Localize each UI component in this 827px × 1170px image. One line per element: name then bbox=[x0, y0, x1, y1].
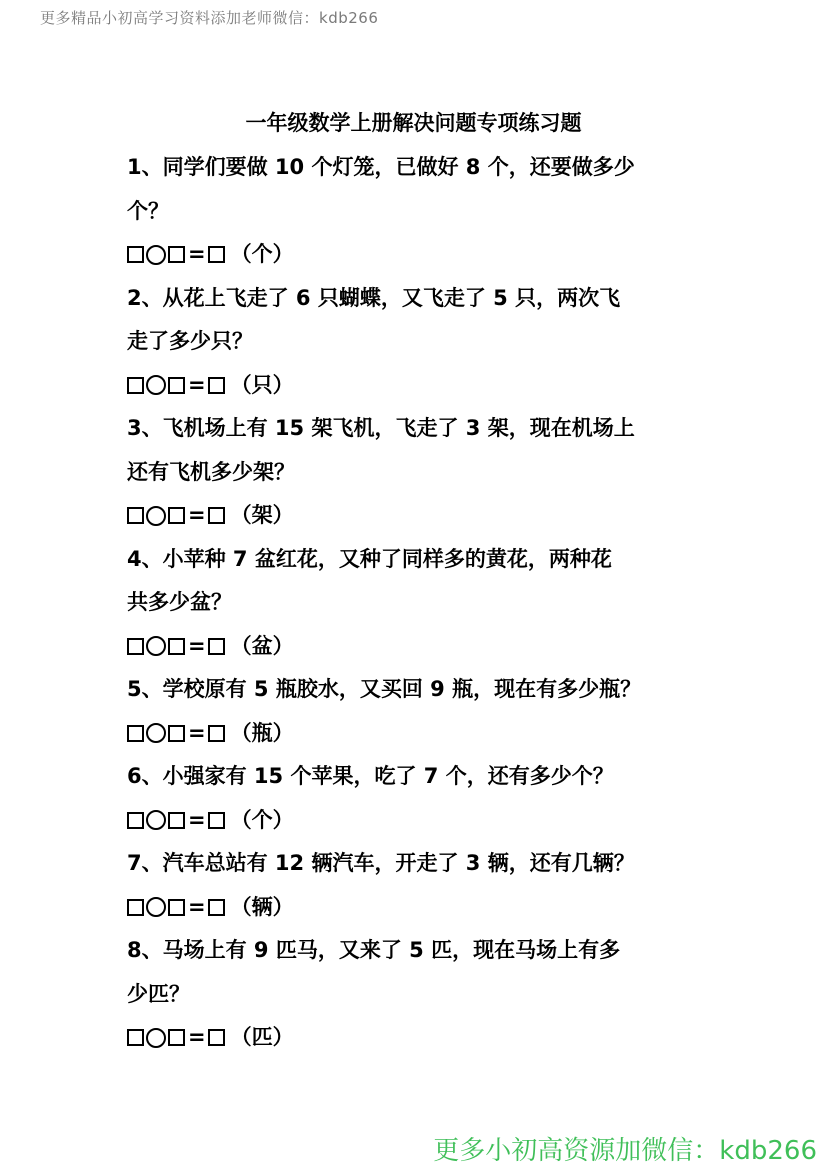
number-box bbox=[168, 246, 185, 263]
number-box bbox=[127, 246, 144, 263]
problem-text-line: 6、小强家有 15 个苹果，吃了 7 个，还有多少个？ bbox=[127, 764, 614, 788]
number-box bbox=[168, 507, 185, 524]
number-box bbox=[127, 812, 144, 829]
problem-text-line: 还有飞机多少架？ bbox=[127, 459, 295, 484]
problem-4 bbox=[127, 538, 717, 669]
operator-circle bbox=[146, 506, 166, 526]
operator-circle bbox=[146, 1028, 166, 1048]
number-box bbox=[168, 377, 185, 394]
number-box bbox=[127, 1029, 144, 1046]
number-box bbox=[168, 899, 185, 916]
equals-sign: = bbox=[188, 1025, 206, 1049]
answer-template bbox=[127, 625, 717, 669]
problem-list bbox=[127, 146, 717, 1060]
result-box bbox=[208, 377, 225, 394]
problem-text-line: 1、同学们要做 10 个灯笼，已做好 8 个，还要做多少 bbox=[127, 155, 635, 179]
problem-text-line: 少匹？ bbox=[127, 981, 190, 1006]
number-box bbox=[127, 507, 144, 524]
result-box bbox=[208, 638, 225, 655]
answer-template bbox=[127, 494, 717, 538]
answer-template bbox=[127, 886, 717, 930]
equals-sign: = bbox=[188, 503, 206, 527]
number-box bbox=[168, 638, 185, 655]
problem-text-line: 个？ bbox=[127, 198, 169, 223]
operator-circle bbox=[146, 810, 166, 830]
unit-label: （匹） bbox=[230, 1025, 294, 1049]
footer-note: 更多小初高资源加微信：kdb266 bbox=[433, 1136, 817, 1166]
unit-label: （辆） bbox=[230, 894, 294, 919]
equals-sign: = bbox=[188, 372, 206, 397]
result-box bbox=[208, 246, 225, 263]
result-box bbox=[208, 1029, 225, 1046]
answer-template bbox=[127, 364, 717, 408]
number-box bbox=[127, 638, 144, 655]
result-box bbox=[208, 899, 225, 916]
operator-circle bbox=[146, 636, 166, 656]
operator-circle bbox=[146, 897, 166, 917]
number-box bbox=[168, 812, 185, 829]
equals-sign: = bbox=[188, 633, 206, 658]
number-box bbox=[127, 899, 144, 916]
equals-sign: = bbox=[188, 720, 206, 745]
problem-text-line: 4、小苹种 7 盆红花，又种了同样多的黄花，两种花 bbox=[127, 546, 612, 571]
problem-1 bbox=[127, 146, 717, 277]
operator-circle bbox=[146, 375, 166, 395]
result-box bbox=[208, 812, 225, 829]
equals-sign: = bbox=[188, 807, 206, 832]
unit-label: （个） bbox=[230, 242, 294, 266]
problem-text-line: 共多少盆？ bbox=[127, 590, 232, 614]
problem-text-line: 5、学校原有 5 瓶胶水，又买回 9 瓶，现在有多少瓶？ bbox=[127, 677, 642, 701]
problem-7 bbox=[127, 842, 717, 929]
number-box bbox=[168, 1029, 185, 1046]
answer-template bbox=[127, 799, 717, 843]
problem-2 bbox=[127, 277, 717, 408]
problem-text-line: 8、马场上有 9 匹马，又来了 5 匹，现在马场上有多 bbox=[127, 938, 621, 962]
header-note: 更多精品小初高学习资料添加老师微信：kdb266 bbox=[40, 9, 379, 27]
operator-circle bbox=[146, 723, 166, 743]
problem-text-line: 3、飞机场上有 15 架飞机，飞走了 3 架，现在机场上 bbox=[127, 416, 635, 440]
problem-text-line: 7、汽车总站有 12 辆汽车，开走了 3 辆，还有几辆？ bbox=[127, 851, 635, 875]
number-box bbox=[127, 725, 144, 742]
result-box bbox=[208, 507, 225, 524]
unit-label: （架） bbox=[230, 503, 294, 527]
problem-8 bbox=[127, 929, 717, 1060]
operator-circle bbox=[146, 245, 166, 265]
equals-sign: = bbox=[188, 242, 206, 266]
result-box bbox=[208, 725, 225, 742]
problem-text-line: 2、从花上飞走了 6 只蝴蝶，又飞走了 5 只，两次飞 bbox=[127, 285, 621, 310]
problem-3 bbox=[127, 407, 717, 538]
answer-template bbox=[127, 712, 717, 756]
number-box bbox=[168, 725, 185, 742]
unit-label: （盆） bbox=[230, 633, 294, 658]
answer-template bbox=[127, 233, 717, 277]
problem-6 bbox=[127, 755, 717, 842]
answer-template bbox=[127, 1016, 717, 1060]
unit-label: （个） bbox=[230, 807, 294, 832]
number-box bbox=[127, 377, 144, 394]
problem-5 bbox=[127, 668, 717, 755]
page-title: 一年级数学上册解决问题专项练习题 bbox=[245, 111, 582, 135]
unit-label: （只） bbox=[230, 372, 294, 397]
equals-sign: = bbox=[188, 894, 206, 919]
problem-text-line: 走了多少只？ bbox=[127, 329, 253, 353]
unit-label: （瓶） bbox=[230, 720, 294, 745]
